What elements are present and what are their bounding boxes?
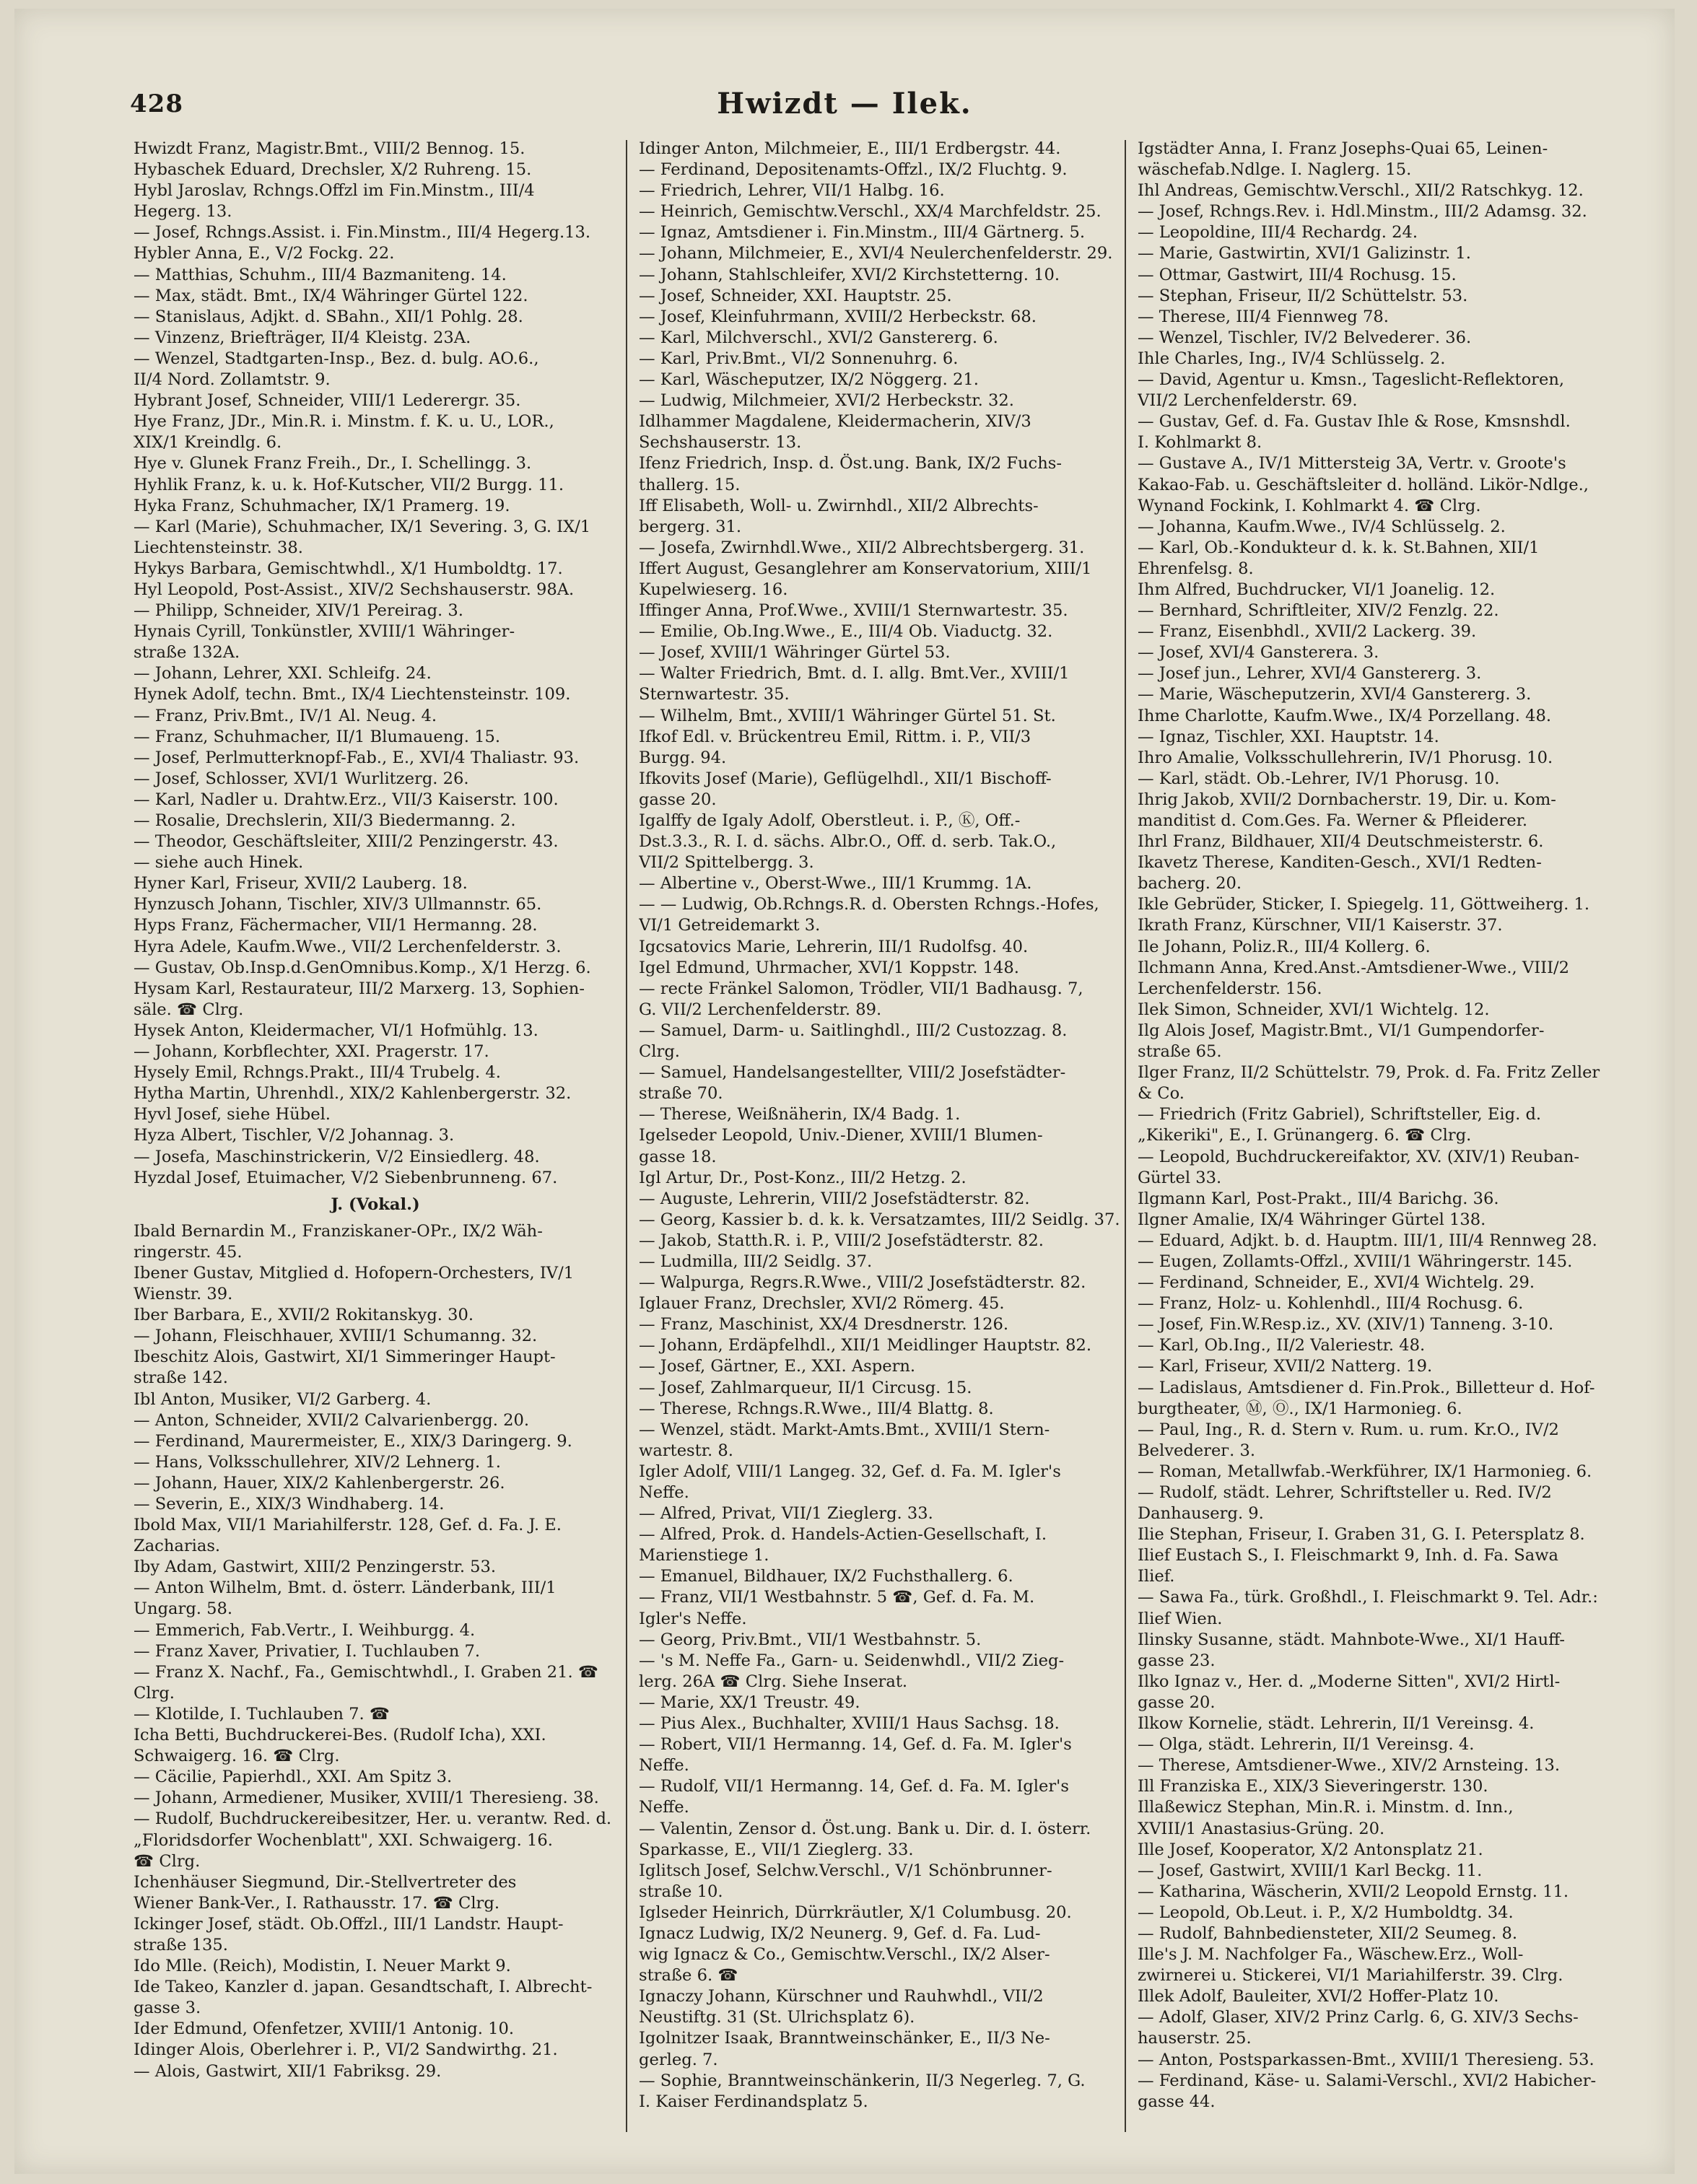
directory-line: manditist d. Com.Ges. Fa. Werner & Pfleiderer.: [1138, 811, 1528, 830]
directory-line: — Johann, Fleischhauer, XVIII/1 Schumanng. 32.: [134, 1327, 538, 1346]
directory-line: Ifkof Edl. v. Brückentreu Emil, Rittm. i. P., VII/3: [639, 727, 1031, 746]
directory-line: Ibeschitz Alois, Gastwirt, XI/1 Simmeringer Haupt-: [134, 1347, 556, 1367]
directory-line: Ikrath Franz, Kürschner, VII/1 Kaiserstr. 37.: [1138, 916, 1503, 935]
directory-line: — Friedrich (Fritz Gabriel), Schriftsteller, Eig. d.: [1138, 1105, 1542, 1124]
directory-line: gasse 20.: [639, 790, 717, 809]
directory-line: Hysek Anton, Kleidermacher, VI/1 Hofmühlg. 13.: [134, 1021, 538, 1040]
directory-line: — Walpurga, Regrs.R.Wwe., VIII/2 Josefstädterstr. 82.: [639, 1273, 1086, 1293]
directory-line: Ider Edmund, Ofenfetzer, XVIII/1 Antonig. 10.: [134, 2019, 515, 2039]
directory-line: straße 135.: [134, 1935, 228, 1954]
directory-line: — Alois, Gastwirt, XII/1 Fabriksg. 29.: [134, 2061, 442, 2081]
directory-line: Kakao-Fab. u. Geschäftsleiter d. holländ. Likör-Ndlge.,: [1138, 475, 1589, 494]
directory-line: — Wenzel, städt. Markt-Amts.Bmt., XVIII/1 Stern-: [639, 1420, 1050, 1439]
directory-line: Wynand Fockink, I. Kohlmarkt 4. ☎ Clrg.: [1138, 496, 1481, 515]
directory-line: Igl Artur, Dr., Post-Konz., III/2 Hetzg. 2.: [639, 1168, 967, 1187]
directory-line: straße 70.: [639, 1084, 723, 1104]
directory-line: Ilchmann Anna, Kred.Anst.-Amtsdiener-Wwe., VIII/2: [1138, 958, 1569, 977]
directory-line: — Roman, Metallwfab.-Werkführer, IX/1 Harmonieg. 6.: [1138, 1462, 1592, 1481]
directory-line: straße 10.: [639, 1882, 723, 1901]
directory-line: — Ferdinand, Depositenamts-Offzl., IX/2 Fluchtg. 9.: [639, 160, 1068, 180]
directory-line: — Georg, Priv.Bmt., VII/1 Westbahnstr. 5.: [639, 1630, 982, 1649]
directory-line: — Karl, Wäscheputzer, IX/2 Nöggerg. 21.: [639, 370, 979, 390]
directory-line: — Friedrich, Lehrer, VII/1 Halbg. 16.: [639, 181, 945, 201]
directory-line: — Max, städt. Bmt., IX/4 Währinger Gürtel 122.: [134, 286, 528, 305]
directory-line: Zacharias.: [134, 1537, 221, 1556]
directory-line: Ikle Gebrüder, Sticker, I. Spiegelg. 11, Göttweiherg. 1.: [1138, 895, 1590, 914]
directory-line: — Karl, Friseur, XVII/2 Natterg. 19.: [1138, 1357, 1433, 1376]
directory-line: ringerstr. 45.: [134, 1242, 243, 1262]
directory-line: — Josef, Rchngs.Rev. i. Hdl.Minstm., III/2 Adamsg. 32.: [1138, 202, 1587, 222]
directory-line: — Emilie, Ob.Ing.Wwe., E., III/4 Ob. Viaductg. 32.: [639, 622, 1053, 642]
directory-line: — Johann, Hauer, XIX/2 Kahlenbergerstr. 26.: [134, 1473, 505, 1493]
directory-line: Hynais Cyrill, Tonkünstler, XVIII/1 Währinger-: [134, 622, 515, 642]
directory-line: Ihm Alfred, Buchdrucker, VI/1 Joanelig. 12.: [1138, 580, 1496, 599]
directory-line: Liechtensteinstr. 38.: [134, 538, 303, 557]
directory-line: Igstädter Anna, I. Franz Josephs-Quai 65, Leinen-: [1138, 139, 1548, 158]
directory-line: Ille's J. M. Nachfolger Fa., Wäschew.Erz., Woll-: [1138, 1945, 1524, 1965]
directory-line: I. Kaiser Ferdinandsplatz 5.: [639, 2092, 868, 2111]
directory-line: Hyka Franz, Schuhmacher, IX/1 Pramerg. 19.: [134, 496, 510, 515]
directory-line: Dst.3.3., R. I. d. sächs. Albr.O., Off. d. serb. Tak.O.,: [639, 832, 1057, 852]
directory-line: Idlhammer Magdalene, Kleidermacherin, XIV/3: [639, 412, 1031, 432]
directory-line: — Samuel, Darm- u. Saitlinghdl., III/2 Custozzag. 8.: [639, 1021, 1068, 1040]
directory-line: — Ferdinand, Schneider, E., XVI/4 Wichtelg. 29.: [1138, 1273, 1535, 1293]
directory-line: gasse 3.: [134, 1999, 201, 2018]
directory-line: — Anton, Postsparkassen-Bmt., XVIII/1 Theresieng. 53.: [1138, 2050, 1595, 2069]
directory-line: Iff Elisabeth, Woll- u. Zwirnhdl., XII/2 Albrechts-: [639, 496, 1039, 515]
directory-line: Neffe.: [639, 1756, 689, 1775]
directory-line: — Josef, Gärtner, E., XXI. Aspern.: [639, 1357, 916, 1376]
directory-line: Ibald Bernardin M., Franziskaner-OPr., IX/2 Wäh-: [134, 1221, 543, 1241]
directory-line: Idinger Anton, Milchmeier, E., III/1 Erdbergstr. 44.: [639, 139, 1061, 158]
directory-line: — Marie, Gastwirtin, XVI/1 Galizinstr. 1.: [1138, 244, 1471, 263]
directory-line: — Heinrich, Gemischtw.Verschl., XX/4 Marchfeldstr. 25.: [639, 202, 1101, 222]
directory-line: — Ferdinand, Käse- u. Salami-Verschl., XVI/2 Habicher-: [1138, 2071, 1597, 2090]
directory-line: Ilger Franz, II/2 Schüttelstr. 79, Prok. d. Fa. Fritz Zeller: [1138, 1063, 1600, 1083]
directory-line: I. Kohlmarkt 8.: [1138, 433, 1262, 453]
directory-line: — David, Agentur u. Kmsn., Tageslicht-Reflektoren,: [1138, 370, 1565, 390]
directory-line: Ibl Anton, Musiker, VI/2 Garberg. 4.: [134, 1389, 432, 1409]
directory-line: burgtheater, Ⓜ, Ⓞ., IX/1 Harmonieg. 6.: [1138, 1399, 1462, 1418]
directory-line: — Gustav, Gef. d. Fa. Gustav Ihle & Rose, Kmsnshdl.: [1138, 412, 1571, 432]
directory-line: — Therese, III/4 Fiennweg 78.: [1138, 307, 1389, 326]
directory-line: Ill Franziska E., XIX/3 Sieveringerstr. 130.: [1138, 1777, 1488, 1796]
directory-line: Hye Franz, JDr., Min.R. i. Minstm. f. K. u. U., LOR.,: [134, 412, 554, 432]
directory-line: — Georg, Kassier b. d. k. k. Versatzamtes, III/2 Seidlg. 37.: [639, 1210, 1120, 1229]
directory-line: — Johann, Korbflechter, XXI. Pragerstr. 17.: [134, 1042, 489, 1062]
directory-line: VII/2 Lerchenfelderstr. 69.: [1138, 391, 1358, 411]
directory-line: — Josef, Perlmutterknopf-Fab., E., XVI/4 Thaliastr. 93.: [134, 748, 580, 767]
directory-line: — Franz, Eisenbhdl., XVII/2 Lackerg. 39.: [1138, 622, 1477, 642]
directory-line: — Stephan, Friseur, II/2 Schüttelstr. 53.: [1138, 286, 1468, 305]
directory-line: — Samuel, Handelsangestellter, VIII/2 Josefstädter-: [639, 1063, 1066, 1083]
directory-line: Ilinsky Susanne, städt. Mahnbote-Wwe., XI/1 Hauff-: [1138, 1630, 1566, 1649]
directory-line: — Philipp, Schneider, XIV/1 Pereirag. 3.: [134, 601, 463, 621]
directory-line: — — Ludwig, Ob.Rchngs.R. d. Obersten Rchngs.-Hofes,: [639, 895, 1099, 914]
directory-line: — Ludwig, Milchmeier, XVI/2 Herbeckstr. 32.: [639, 391, 1014, 411]
directory-line: XVIII/1 Anastasius-Grüng. 20.: [1138, 1819, 1385, 1838]
directory-line: — Josef, XVI/4 Gansterera. 3.: [1138, 643, 1379, 663]
directory-line: — Josefa, Maschinstrickerin, V/2 Einsiedlerg. 48.: [134, 1147, 540, 1166]
directory-line: straße 142.: [134, 1368, 228, 1388]
directory-line: gasse 20.: [1138, 1692, 1216, 1712]
directory-line: — Jakob, Statth.R. i. P., VIII/2 Josefstädterstr. 82.: [639, 1231, 1044, 1250]
directory-line: Igler's Neffe.: [639, 1609, 747, 1628]
directory-line: Sternwartestr. 35.: [639, 685, 790, 704]
directory-line: gasse 23.: [1138, 1651, 1216, 1670]
directory-line: Ignaczy Johann, Kürschner und Rauhwhdl., VII/2: [639, 1987, 1044, 2006]
directory-line: XIX/1 Kreindlg. 6.: [134, 433, 282, 453]
directory-line: — Johanna, Kaufm.Wwe., IV/4 Schlüsselg. 2.: [1138, 517, 1506, 536]
directory-column-1: [134, 139, 617, 2082]
directory-line: Igler Adolf, VIII/1 Langeg. 32, Gef. d. Fa. M. Igler's: [639, 1462, 1061, 1481]
directory-line: — Bernhard, Schriftleiter, XIV/2 Fenzlg. 22.: [1138, 601, 1499, 621]
directory-line: — Josef, Rchngs.Assist. i. Fin.Minstm., III/4 Hegerg.13.: [134, 223, 591, 243]
directory-line: Neffe.: [639, 1798, 689, 1817]
directory-line: Ehrenfelsg. 8.: [1138, 559, 1254, 578]
directory-column-2: [639, 139, 1122, 2113]
directory-line: Ilkow Kornelie, städt. Lehrerin, II/1 Vereinsg. 4.: [1138, 1714, 1535, 1734]
directory-line: Hyps Franz, Fächermacher, VII/1 Hermanng. 28.: [134, 916, 538, 935]
directory-line: Igalffy de Igaly Adolf, Oberstleut. i. P., Ⓚ, Off.-: [639, 811, 1021, 830]
directory-line: — Stanislaus, Adjkt. d. SBahn., XII/1 Pohlg. 28.: [134, 307, 523, 326]
directory-line: Hyra Adele, Kaufm.Wwe., VII/2 Lerchenfelderstr. 3.: [134, 937, 562, 956]
directory-line: — Karl, Milchverschl., XVI/2 Ganstererg. 6.: [639, 328, 998, 347]
directory-line: — Rudolf, Bahnbediensteter, XII/2 Seumeg. 8.: [1138, 1923, 1518, 1943]
directory-line: Ibener Gustav, Mitglied d. Hofopern-Orchesters, IV/1: [134, 1263, 575, 1283]
directory-line: Ilg Alois Josef, Magistr.Bmt., VI/1 Gumpendorfer-: [1138, 1021, 1545, 1040]
column-divider: [626, 140, 627, 2132]
directory-line: Hyhlik Franz, k. u. k. Hof-Kutscher, VII/2 Burgg. 11.: [134, 475, 564, 494]
directory-line: — Emmerich, Fab.Vertr., I. Weihburgg. 4.: [134, 1620, 476, 1640]
directory-line: — Johann, Lehrer, XXI. Schleifg. 24.: [134, 664, 432, 683]
directory-line: — Josef, Kleinfuhrmann, XVIII/2 Herbeckstr. 68.: [639, 307, 1037, 326]
directory-line: Hybaschek Eduard, Drechsler, X/2 Ruhreng. 15.: [134, 160, 532, 180]
directory-line: — siehe auch Hinek.: [134, 853, 304, 873]
directory-line: — Adolf, Glaser, XIV/2 Prinz Carlg. 6, G. XIV/3 Sechs-: [1138, 2008, 1579, 2027]
directory-line: — Therese, Amtsdiener-Wwe., XIV/2 Arnsteing. 13.: [1138, 1756, 1561, 1775]
directory-line: — 's M. Neffe Fa., Garn- u. Seidenwhdl., VII/2 Zieg-: [639, 1651, 1065, 1670]
directory-line: — Josef, Gastwirt, XVIII/1 Karl Beckg. 11.: [1138, 1861, 1483, 1880]
directory-line: Ile Johann, Poliz.R., III/4 Kollerg. 6.: [1138, 937, 1431, 956]
directory-line: — Karl, Ob.-Kondukteur d. k. k. St.Bahnen, XII/1: [1138, 538, 1540, 557]
directory-line: straße 6. ☎: [639, 1966, 738, 1986]
directory-line: & Co.: [1138, 1084, 1185, 1104]
directory-line: G. VII/2 Lerchenfelderstr. 89.: [639, 1000, 882, 1019]
directory-line: Illek Adolf, Bauleiter, XVI/2 Hoffer-Platz 10.: [1138, 1987, 1499, 2006]
directory-line: Igel Edmund, Uhrmacher, XVI/1 Koppstr. 148.: [639, 958, 1019, 977]
directory-line: — Josefa, Zwirnhdl.Wwe., XII/2 Albrechtsbergerg. 31.: [639, 538, 1085, 557]
directory-line: — Rudolf, VII/1 Hermanng. 14, Gef. d. Fa. M. Igler's: [639, 1777, 1069, 1796]
directory-line: — recte Fränkel Salomon, Trödler, VII/1 Badhausg. 7,: [639, 979, 1083, 998]
directory-line: Sparkasse, E., VII/1 Zieglerg. 33.: [639, 1840, 914, 1859]
directory-line: Burgg. 94.: [639, 748, 727, 767]
directory-line: bergerg. 31.: [639, 517, 742, 536]
directory-line: — Wenzel, Stadtgarten-Insp., Bez. d. bulg. AO.6.,: [134, 349, 539, 368]
directory-line: — Josef, Schlosser, XVI/1 Wurlitzerg. 26.: [134, 769, 469, 788]
directory-line: lerg. 26A ☎ Clrg. Siehe Inserat.: [639, 1672, 908, 1691]
directory-line: — Franz Xaver, Privatier, I. Tuchlauben 7.: [134, 1641, 481, 1661]
directory-line: — Severin, E., XIX/3 Windhaberg. 14.: [134, 1495, 445, 1513]
directory-line: — Rudolf, Buchdruckereibesitzer, Her. u. verantw. Red. d.: [134, 1809, 612, 1829]
directory-line: Hye v. Glunek Franz Freih., Dr., I. Schellingg. 3.: [134, 454, 532, 473]
directory-line: Lerchenfelderstr. 156.: [1138, 979, 1322, 998]
directory-line: — Theodor, Geschäftsleiter, XIII/2 Penzingerstr. 43.: [134, 832, 559, 852]
directory-line: — Paul, Ing., R. d. Stern v. Rum. u. rum. Kr.O., IV/2: [1138, 1420, 1559, 1439]
directory-line: Ilek Simon, Schneider, XVI/1 Wichtelg. 12.: [1138, 1000, 1490, 1019]
directory-line: Idinger Alois, Oberlehrer i. P., VI/2 Sandwirthg. 21.: [134, 2040, 558, 2060]
directory-line: — Klotilde, I. Tuchlauben 7. ☎: [134, 1704, 391, 1724]
directory-line: — Albertine v., Oberst-Wwe., III/1 Krummg. 1A.: [639, 874, 1032, 894]
directory-line: Iber Barbara, E., XVII/2 Rokitanskyg. 30.: [134, 1306, 474, 1325]
directory-line: Wienstr. 39.: [134, 1285, 233, 1304]
directory-line: wartestr. 8.: [639, 1441, 733, 1460]
directory-line: — Eduard, Adjkt. b. d. Hauptm. III/1, III/4 Rennweg 28.: [1138, 1231, 1597, 1250]
directory-line: „Floridsdorfer Wochenblatt", XXI. Schwaigerg. 16.: [134, 1830, 553, 1850]
directory-line: Neustiftg. 31 (St. Ulrichsplatz 6).: [639, 2008, 915, 2027]
directory-line: Ifkovits Josef (Marie), Geflügelhdl., XII/1 Bischoff-: [639, 769, 1052, 788]
directory-line: — Valentin, Zensor d. Öst.ung. Bank u. Dir. d. I. österr.: [639, 1819, 1091, 1838]
directory-line: — Ferdinand, Maurermeister, E., XIX/3 Daringerg. 9.: [134, 1431, 572, 1451]
directory-line: — Ignaz, Amtsdiener i. Fin.Minstm., III/4 Gärtnerg. 5.: [639, 223, 1086, 243]
directory-line: — Eugen, Zollamts-Offzl., XVIII/1 Währingerstr. 145.: [1138, 1252, 1573, 1271]
directory-line: Ihrl Franz, Bildhauer, XII/4 Deutschmeisterstr. 6.: [1138, 832, 1544, 852]
directory-line: Iby Adam, Gastwirt, XIII/2 Penzingerstr. 53.: [134, 1558, 497, 1577]
directory-line: Ide Takeo, Kanzler d. japan. Gesandtschaft, I. Albrecht-: [134, 1978, 593, 1997]
directory-line: — Auguste, Lehrerin, VIII/2 Josefstädterstr. 82.: [639, 1189, 1030, 1208]
directory-line: Iglitsch Josef, Selchw.Verschl., V/1 Schönbrunner-: [639, 1861, 1052, 1880]
directory-line: gasse 44.: [1138, 2092, 1216, 2111]
directory-line: — Franz, Priv.Bmt., IV/1 Al. Neug. 4.: [134, 706, 437, 725]
directory-line: — Vinzenz, Briefträger, II/4 Kleistg. 23A.: [134, 328, 471, 347]
directory-line: Marienstiege 1.: [639, 1546, 769, 1565]
directory-line: Igolnitzer Isaak, Branntweinschänker, E., II/3 Ne-: [639, 2029, 1050, 2048]
directory-line: Ilief.: [1138, 1567, 1175, 1586]
directory-line: Hybler Anna, E., V/2 Fockg. 22.: [134, 244, 395, 263]
directory-line: Ignacz Ludwig, IX/2 Neunerg. 9, Gef. d. Fa. Lud-: [639, 1923, 1041, 1943]
directory-line: Ickinger Josef, städt. Ob.Offzl., III/1 Landstr. Haupt-: [134, 1914, 564, 1934]
directory-line: — Rudolf, städt. Lehrer, Schriftsteller u. Red. IV/2: [1138, 1483, 1552, 1502]
directory-line: Ilko Ignaz v., Her. d. „Moderne Sitten", XVI/2 Hirtl-: [1138, 1672, 1561, 1691]
directory-line: Hyner Karl, Friseur, XVII/2 Lauberg. 18.: [134, 874, 468, 894]
directory-line: — Johann, Armediener, Musiker, XVIII/1 Theresieng. 38.: [134, 1788, 599, 1808]
directory-line: — Ludmilla, III/2 Seidlg. 37.: [639, 1252, 873, 1271]
directory-line: Iffert August, Gesanglehrer am Konservatorium, XIII/1: [639, 559, 1092, 578]
directory-line: — Josef, Zahlmarqueur, II/1 Circusg. 15.: [639, 1378, 972, 1397]
directory-line: Schwaigerg. 16. ☎ Clrg.: [134, 1747, 340, 1766]
directory-line: Iffinger Anna, Prof.Wwe., XVIII/1 Sternwartestr. 35.: [639, 601, 1068, 621]
directory-line: — Rosalie, Drechslerin, XII/3 Biedermanng. 2.: [134, 811, 516, 830]
directory-line: hauserstr. 25.: [1138, 2029, 1252, 2048]
directory-line: — Josef jun., Lehrer, XVI/4 Ganstererg. 3.: [1138, 664, 1482, 683]
directory-line: — Franz X. Nachf., Fa., Gemischtwhdl., I. Graben 21. ☎: [134, 1662, 599, 1682]
directory-line: — Gustav, Ob.Insp.d.GenOmnibus.Komp., X/1 Herzg. 6.: [134, 958, 591, 977]
directory-line: — Katharina, Wäscherin, XVII/2 Leopold Ernstg. 11.: [1138, 1882, 1569, 1901]
directory-line: Hyvl Josef, siehe Hübel.: [134, 1105, 331, 1124]
directory-line: Hykys Barbara, Gemischtwhdl., X/1 Humboldtg. 17.: [134, 559, 563, 578]
directory-line: Gürtel 33.: [1138, 1168, 1222, 1187]
directory-line: straße 132A.: [134, 643, 240, 663]
directory-line: Hysam Karl, Restaurateur, III/2 Marxerg. 13, Sophien-: [134, 979, 585, 998]
directory-line: Hysely Emil, Rchngs.Prakt., III/4 Trubelg. 4.: [134, 1063, 501, 1083]
directory-line: — Franz, Maschinist, XX/4 Dresdnerstr. 126.: [639, 1315, 1009, 1335]
directory-line: straße 65.: [1138, 1042, 1222, 1062]
directory-line: Hytha Martin, Uhrenhdl., XIX/2 Kahlenbergerstr. 32.: [134, 1084, 572, 1104]
directory-line: Wiener Bank-Ver., I. Rathausstr. 17. ☎ Clrg.: [134, 1893, 499, 1913]
directory-line: gerleg. 7.: [639, 2050, 718, 2069]
directory-line: Igelseder Leopold, Univ.-Diener, XVIII/1 Blumen-: [639, 1126, 1043, 1145]
directory-line: säle. ☎ Clrg.: [134, 1000, 244, 1019]
directory-line: Ichenhäuser Siegmund, Dir.-Stellvertreter des: [134, 1872, 517, 1892]
directory-line: — Johann, Stahlschleifer, XVI/2 Kirchstetterng. 10.: [639, 265, 1060, 284]
section-heading: J. (Vokal.): [331, 1194, 420, 1214]
directory-line: — Emanuel, Bildhauer, IX/2 Fuchsthallerg. 6.: [639, 1567, 1013, 1586]
directory-line: Ungarg. 58.: [134, 1599, 233, 1619]
directory-line: — Franz, VII/1 Westbahnstr. 5 ☎, Gef. d. Fa. M.: [639, 1588, 1035, 1607]
directory-line: Kupelwieserg. 16.: [639, 580, 788, 599]
directory-line: ☎ Clrg.: [134, 1851, 201, 1871]
directory-line: — Marie, Wäscheputzerin, XVI/4 Ganstererg. 3.: [1138, 685, 1532, 704]
directory-line: Ikavetz Therese, Kanditen-Gesch., XVI/1 Redten-: [1138, 853, 1542, 873]
directory-line: wäschefab.Ndlge. I. Naglerg. 15.: [1138, 160, 1412, 180]
directory-line: Hynek Adolf, techn. Bmt., IX/4 Liechtensteinstr. 109.: [134, 685, 571, 704]
directory-line: gasse 18.: [639, 1147, 717, 1166]
directory-line: Ibold Max, VII/1 Mariahilferstr. 128, Gef. d. Fa. J. E.: [134, 1516, 562, 1535]
directory-line: — Wenzel, Tischler, IV/2 Belvederег. 36.: [1138, 328, 1472, 347]
directory-line: — Josef, XVIII/1 Währinger Gürtel 53.: [639, 643, 951, 663]
directory-line: Clrg.: [639, 1042, 680, 1062]
directory-line: Ihme Charlotte, Kaufm.Wwe., IX/4 Porzellang. 48.: [1138, 706, 1552, 725]
directory-line: Hyl Leopold, Post-Assist., XIV/2 Sechshauserstr. 98A.: [134, 580, 575, 599]
directory-line: Igcsatovics Marie, Lehrerin, III/1 Rudolfsg. 40.: [639, 937, 1029, 956]
directory-line: Ilgmann Karl, Post-Prakt., III/4 Barichg. 36.: [1138, 1189, 1499, 1208]
directory-line: — Karl, Ob.Ing., II/2 Valeriestr. 48.: [1138, 1336, 1426, 1355]
directory-line: — Josef, Schneider, XXI. Hauptstr. 25.: [639, 286, 952, 305]
directory-line: — Franz, Schuhmacher, II/1 Blumaueng. 15.: [134, 727, 501, 746]
directory-line: II/4 Nord. Zollamtstr. 9.: [134, 370, 331, 390]
directory-line: — Therese, Weißnäherin, IX/4 Badg. 1.: [639, 1105, 961, 1124]
directory-line: Ihrig Jakob, XVII/2 Dornbacherstr. 19, Dir. u. Kom-: [1138, 790, 1556, 809]
directory-line: Ifenz Friedrich, Insp. d. Öst.ung. Bank, IX/2 Fuchs-: [639, 454, 1062, 473]
directory-line: — Olga, städt. Lehrerin, II/1 Vereinsg. 4.: [1138, 1735, 1475, 1755]
directory-line: — Wilhelm, Bmt., XVIII/1 Währinger Gürtel 51. St.: [639, 706, 1056, 725]
directory-line: Danhauserg. 9.: [1138, 1504, 1264, 1524]
directory-line: — Leopold, Buchdruckereifaktor, XV. (XIV/1) Reuban-: [1138, 1147, 1580, 1166]
directory-line: Sechshauserstr. 13.: [639, 433, 802, 453]
directory-line: — Therese, Rchngs.R.Wwe., III/4 Blattg. 8.: [639, 1399, 994, 1418]
directory-line: — Karl, Priv.Bmt., VI/2 Sonnenuhrg. 6.: [639, 349, 959, 368]
directory-line: — Leopoldine, III/4 Rechardg. 24.: [1138, 223, 1418, 243]
directory-line: — Robert, VII/1 Hermanng. 14, Gef. d. Fa. M. Igler's: [639, 1735, 1072, 1755]
directory-line: Belvederег. 3.: [1138, 1441, 1256, 1460]
directory-column-3: [1138, 139, 1621, 2113]
directory-line: Hybrant Josef, Schneider, VIII/1 Lederergr. 35.: [134, 391, 521, 411]
directory-line: Clrg.: [134, 1683, 175, 1703]
directory-line: — Karl (Marie), Schuhmacher, IX/1 Severing. 3, G. IX/1: [134, 517, 591, 536]
directory-line: — Alfred, Prok. d. Handels-Actien-Gesellschaft, I.: [639, 1525, 1047, 1545]
directory-line: VII/2 Spittelbergg. 3.: [639, 853, 814, 873]
directory-line: — Johann, Erdäpfelhdl., XII/1 Meidlinger Hauptstr. 82.: [639, 1336, 1092, 1355]
directory-line: Ido Mlle. (Reich), Modistin, I. Neuer Markt 9.: [134, 1957, 511, 1976]
directory-line: Ilief Eustach S., I. Fleischmarkt 9, Inh. d. Fa. Sawa: [1138, 1546, 1559, 1565]
directory-line: — Ottmar, Gastwirt, III/4 Rochusg. 15.: [1138, 265, 1457, 284]
directory-line: Hybl Jaroslav, Rchngs.Offzl im Fin.Minstm., III/4: [134, 181, 535, 201]
directory-line: — Matthias, Schuhm., III/4 Bazmaniteng. 14.: [134, 265, 507, 284]
directory-line: Neffe.: [639, 1483, 689, 1502]
directory-line: Ihro Amalie, Volksschullehrerin, IV/1 Phorusg. 10.: [1138, 748, 1553, 767]
directory-line: — Leopold, Ob.Leut. i. P., X/2 Humboldtg. 34.: [1138, 1903, 1514, 1922]
directory-line: bacherg. 20.: [1138, 874, 1242, 894]
directory-line: — Sawa Fa., türk. Großhdl., I. Fleischmarkt 9. Tel. Adr.:: [1138, 1588, 1598, 1607]
directory-line: — Hans, Volksschullehrer, XIV/2 Lehnerg. 1.: [134, 1452, 501, 1472]
directory-line: — Alfred, Privat, VII/1 Zieglerg. 33.: [639, 1504, 933, 1524]
directory-line: Hyzdal Josef, Etuimacher, V/2 Siebenbrunneng. 67.: [134, 1168, 558, 1187]
directory-line: — Johann, Milchmeier, E., XVI/4 Neulerchenfelderstr. 29.: [639, 244, 1113, 263]
directory-page: [14, 9, 1675, 2174]
directory-line: — Cäcilie, Papierhdl., XXI. Am Spitz 3.: [134, 1768, 453, 1787]
directory-line: — Sophie, Branntweinschänkerin, II/3 Negerleg. 7, G.: [639, 2071, 1086, 2090]
directory-line: — Ladislaus, Amtsdiener d. Fin.Prok., Billetteur d. Hof-: [1138, 1378, 1595, 1397]
directory-line: Hwizdt Franz, Magistr.Bmt., VIII/2 Bennog. 15.: [134, 139, 525, 158]
directory-line: Ihl Andreas, Gemischtw.Verschl., XII/2 Ratschkyg. 12.: [1138, 181, 1584, 201]
page-number: 428: [130, 89, 183, 118]
directory-line: Icha Betti, Buchdruckerei-Bes. (Rudolf Icha), XXI.: [134, 1726, 546, 1745]
directory-line: — Josef, Fin.W.Resp.iz., XV. (XIV/1) Tanneng. 3-10.: [1138, 1315, 1554, 1335]
directory-line: wig Ignacz & Co., Gemischtw.Verschl., IX/2 Alser-: [639, 1945, 1050, 1965]
directory-line: zwirnerei u. Stickerei, VI/1 Mariahilferstr. 39. Clrg.: [1138, 1966, 1563, 1986]
directory-line: Iglauer Franz, Drechsler, XVI/2 Römerg. 45.: [639, 1294, 1005, 1314]
directory-line: — Anton, Schneider, XVII/2 Calvarienbergg. 20.: [134, 1410, 530, 1430]
directory-line: thallerg. 15.: [639, 475, 741, 494]
page-header: Hwizdt — Ilek.: [717, 87, 972, 121]
directory-line: Hyza Albert, Tischler, V/2 Johannag. 3.: [134, 1126, 455, 1145]
directory-line: — Anton Wilhelm, Bmt. d. österr. Länderbank, III/1: [134, 1578, 557, 1598]
column-divider: [1125, 140, 1126, 2132]
directory-line: VI/1 Getreidemarkt 3.: [639, 916, 821, 935]
directory-line: Ilief Wien.: [1138, 1609, 1223, 1628]
directory-line: Ilie Stephan, Friseur, I. Graben 31, G. I. Petersplatz 8.: [1138, 1525, 1585, 1545]
directory-line: Ilgner Amalie, IX/4 Währinger Gürtel 138.: [1138, 1210, 1486, 1229]
directory-line: „Kikeriki", E., I. Grünangerg. 6. ☎ Clrg.: [1138, 1126, 1472, 1145]
directory-line: Illaßewicz Stephan, Min.R. i. Minstm. d. Inn.,: [1138, 1798, 1514, 1817]
directory-line: Iglseder Heinrich, Dürrkräutler, X/1 Columbusg. 20.: [639, 1903, 1072, 1922]
directory-line: — Franz, Holz- u. Kohlenhdl., III/4 Rochusg. 6.: [1138, 1294, 1524, 1314]
directory-line: — Karl, städt. Ob.-Lehrer, IV/1 Phorusg. 10.: [1138, 769, 1500, 788]
directory-line: — Walter Friedrich, Bmt. d. I. allg. Bmt.Ver., XVIII/1: [639, 664, 1070, 683]
directory-line: — Karl, Nadler u. Drahtw.Erz., VII/3 Kaiserstr. 100.: [134, 790, 559, 809]
directory-line: — Gustave A., IV/1 Mittersteig 3A, Vertr. v. Groote's: [1138, 454, 1566, 473]
directory-line: — Ignaz, Tischler, XXI. Hauptstr. 14.: [1138, 727, 1439, 746]
directory-line: Hegerg. 13.: [134, 202, 232, 222]
directory-line: — Marie, XX/1 Treustr. 49.: [639, 1692, 860, 1712]
directory-line: Ille Josef, Kooperator, X/2 Antonsplatz 21.: [1138, 1840, 1483, 1859]
directory-line: Hynzusch Johann, Tischler, XIV/3 Ullmannstr. 65.: [134, 895, 542, 914]
directory-line: Ihle Charles, Ing., IV/4 Schlüsselg. 2.: [1138, 349, 1446, 368]
directory-line: — Pius Alex., Buchhalter, XVIII/1 Haus Sachsg. 18.: [639, 1714, 1060, 1734]
